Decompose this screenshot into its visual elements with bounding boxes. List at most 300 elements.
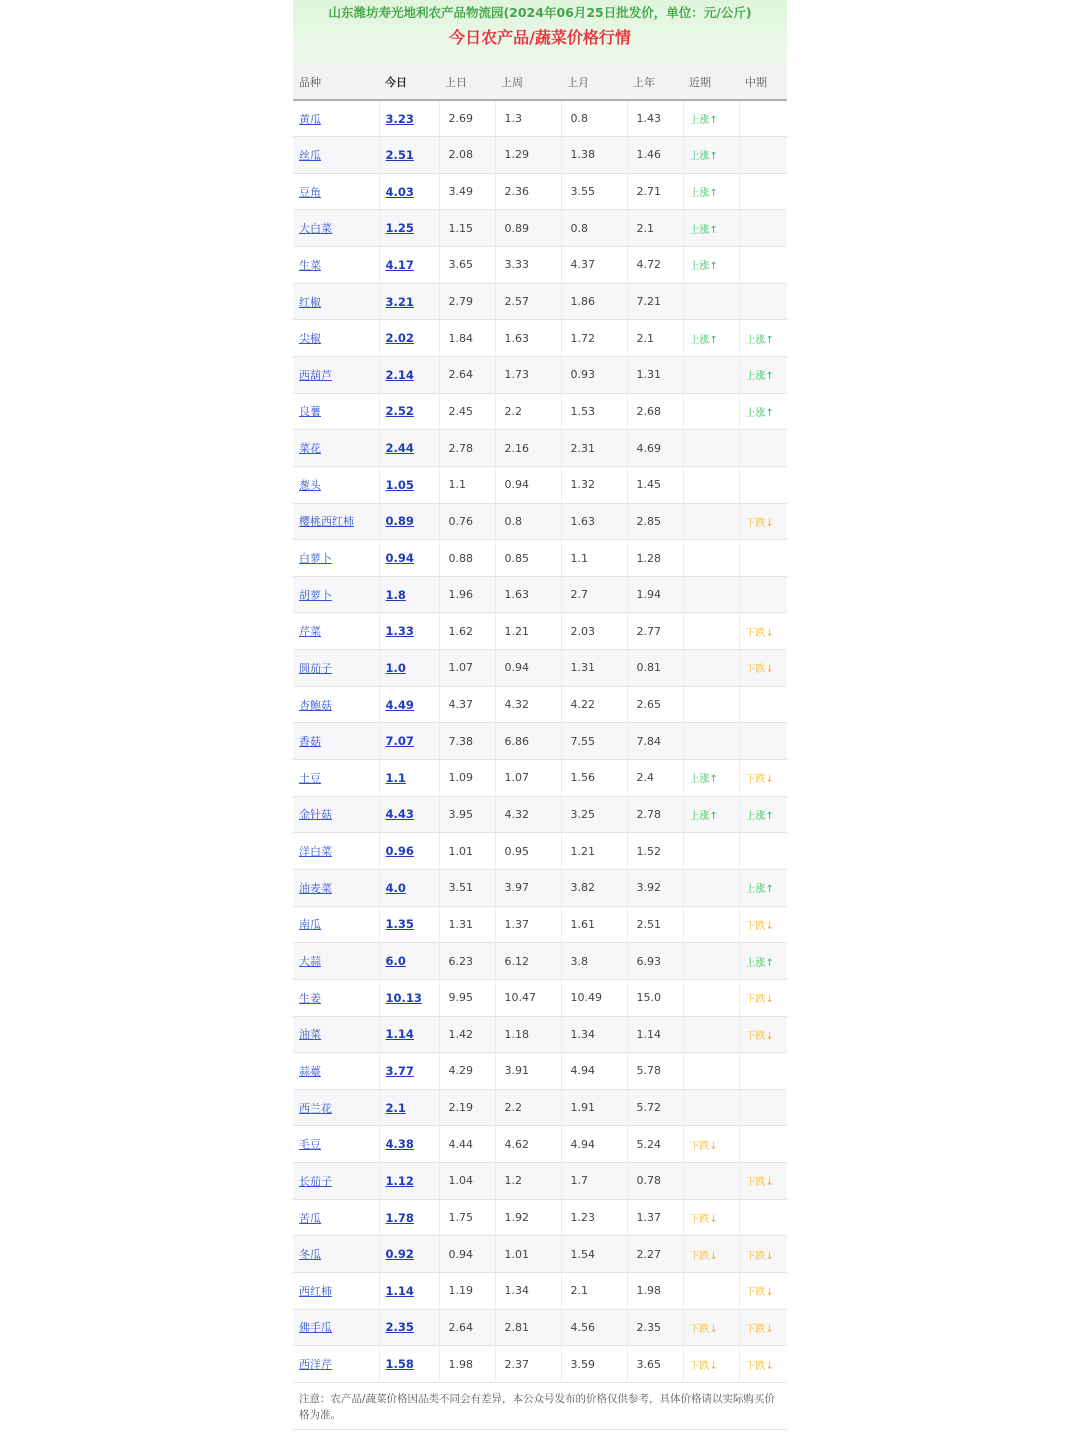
today-price-cell <box>379 686 439 723</box>
table-row <box>293 283 787 320</box>
variety-link[interactable]: 香菇 <box>299 735 321 749</box>
prev-month-cell: 1.38 <box>561 137 627 174</box>
prev-week-cell: 1.63 <box>495 576 561 613</box>
today-price-cell <box>379 540 439 577</box>
mid-trend-cell <box>739 1199 787 1236</box>
prev-day-cell: 1.09 <box>439 760 495 797</box>
prev-day-cell: 1.1 <box>439 466 495 503</box>
today-price-link[interactable]: 2.14 <box>385 367 414 382</box>
mid-trend-cell <box>739 1126 787 1163</box>
mid-trend-cell <box>739 356 787 393</box>
variety-cell <box>293 979 379 1016</box>
prev-day-cell: 1.31 <box>439 906 495 943</box>
prev-month-cell: 1.54 <box>561 1236 627 1273</box>
variety-cell <box>293 796 379 833</box>
mid-trend-cell <box>739 1016 787 1053</box>
table-row <box>293 247 787 284</box>
variety-link[interactable]: 樱桃西红柿 <box>299 515 354 529</box>
col-header-today: 今日 <box>379 64 439 100</box>
prev-week-cell: 2.57 <box>495 283 561 320</box>
today-price-link[interactable]: 1.78 <box>385 1210 414 1225</box>
mid-trend-cell <box>739 613 787 650</box>
mid-trend-cell <box>739 650 787 687</box>
prev-year-cell: 2.71 <box>627 173 683 210</box>
prev-month-cell: 1.56 <box>561 760 627 797</box>
today-price-link[interactable]: 1.14 <box>385 1283 414 1298</box>
today-price-link[interactable]: 4.0 <box>385 880 406 895</box>
table-row <box>293 173 787 210</box>
mid-trend-cell <box>739 1273 787 1310</box>
today-price-link[interactable]: 4.49 <box>385 697 414 712</box>
recent-trend-cell <box>683 356 739 393</box>
prev-month-cell: 1.34 <box>561 1016 627 1053</box>
table-row <box>293 1273 787 1310</box>
table-row <box>293 576 787 613</box>
variety-link[interactable]: 土豆 <box>299 771 321 785</box>
prev-year-cell: 5.24 <box>627 1126 683 1163</box>
variety-link[interactable]: 良薯 <box>299 405 321 419</box>
prev-week-cell: 1.3 <box>495 100 561 137</box>
today-price-link[interactable]: 0.89 <box>385 514 414 529</box>
table-row <box>293 393 787 430</box>
variety-link[interactable]: 胡萝卜 <box>299 588 332 602</box>
prev-week-cell: 4.62 <box>495 1126 561 1163</box>
table-row <box>293 356 787 393</box>
trend-indicator: 下跌↓ <box>745 664 774 676</box>
variety-cell <box>293 137 379 174</box>
variety-link[interactable]: 佛手瓜 <box>299 1321 332 1335</box>
today-price-cell <box>379 796 439 833</box>
mid-trend-cell <box>739 760 787 797</box>
prev-day-cell: 2.64 <box>439 356 495 393</box>
col-header-mid: 中期 <box>739 64 787 100</box>
variety-link[interactable]: 洋白菜 <box>299 845 332 859</box>
prev-year-cell: 2.85 <box>627 503 683 540</box>
variety-link[interactable]: 圆茄子 <box>299 661 332 675</box>
prev-month-cell: 3.82 <box>561 869 627 906</box>
prev-month-cell: 2.03 <box>561 613 627 650</box>
trend-indicator: 下跌↓ <box>745 1287 774 1299</box>
table-row <box>293 760 787 797</box>
col-header-variety: 品种 <box>293 64 379 100</box>
today-price-cell <box>379 650 439 687</box>
price-report <box>293 0 787 1430</box>
mid-trend-cell <box>739 1163 787 1200</box>
prev-year-cell: 5.78 <box>627 1053 683 1090</box>
variety-cell <box>293 943 379 980</box>
table-row <box>293 1089 787 1126</box>
report-header <box>293 0 787 64</box>
trend-indicator: 下跌↓ <box>745 1360 774 1372</box>
prev-week-cell: 4.32 <box>495 796 561 833</box>
today-price-cell <box>379 1163 439 1200</box>
prev-day-cell: 0.94 <box>439 1236 495 1273</box>
today-price-cell <box>379 1346 439 1383</box>
variety-link[interactable]: 毛豆 <box>299 1138 321 1152</box>
variety-cell <box>293 1273 379 1310</box>
prev-day-cell: 2.19 <box>439 1089 495 1126</box>
prev-month-cell: 0.8 <box>561 100 627 137</box>
col-header-prev-year: 上年 <box>627 64 683 100</box>
prev-month-cell: 0.93 <box>561 356 627 393</box>
variety-cell <box>293 723 379 760</box>
variety-cell <box>293 686 379 723</box>
today-price-link[interactable]: 1.1 <box>385 770 406 785</box>
variety-cell <box>293 869 379 906</box>
variety-link[interactable]: 黄瓜 <box>299 112 321 126</box>
prev-day-cell: 2.79 <box>439 283 495 320</box>
prev-year-cell: 4.69 <box>627 430 683 467</box>
prev-month-cell: 1.23 <box>561 1199 627 1236</box>
prev-year-cell: 2.35 <box>627 1309 683 1346</box>
recent-trend-cell <box>683 283 739 320</box>
today-price-link[interactable]: 2.44 <box>385 441 414 456</box>
variety-link[interactable]: 红椒 <box>299 295 321 309</box>
today-price-cell <box>379 1309 439 1346</box>
mid-trend-cell <box>739 833 787 870</box>
today-price-link[interactable]: 1.58 <box>385 1357 414 1372</box>
trend-indicator: 上涨↑ <box>689 334 718 346</box>
prev-month-cell: 2.7 <box>561 576 627 613</box>
prev-week-cell: 2.2 <box>495 1089 561 1126</box>
variety-link[interactable]: 大蒜 <box>299 955 321 969</box>
table-row <box>293 1163 787 1200</box>
prev-week-cell: 2.36 <box>495 173 561 210</box>
prev-month-cell: 10.49 <box>561 979 627 1016</box>
mid-trend-cell <box>739 943 787 980</box>
today-price-link[interactable]: 2.02 <box>385 331 414 346</box>
trend-indicator: 上涨↑ <box>689 810 718 822</box>
today-price-cell <box>379 1126 439 1163</box>
table-row <box>293 320 787 357</box>
prev-month-cell: 1.91 <box>561 1089 627 1126</box>
today-price-link[interactable]: 7.07 <box>385 734 414 749</box>
variety-cell <box>293 1163 379 1200</box>
prev-year-cell: 1.45 <box>627 466 683 503</box>
recent-trend-cell <box>683 393 739 430</box>
prev-week-cell: 2.2 <box>495 393 561 430</box>
today-price-link[interactable]: 1.12 <box>385 1173 414 1188</box>
mid-trend-cell <box>739 466 787 503</box>
table-row <box>293 906 787 943</box>
prev-year-cell: 2.1 <box>627 210 683 247</box>
prev-week-cell: 1.37 <box>495 906 561 943</box>
price-table <box>293 64 787 1383</box>
recent-trend-cell <box>683 430 739 467</box>
prev-day-cell: 4.37 <box>439 686 495 723</box>
variety-link[interactable]: 蒜薹 <box>299 1064 321 1078</box>
prev-year-cell: 2.51 <box>627 906 683 943</box>
prev-month-cell: 3.8 <box>561 943 627 980</box>
mid-trend-cell <box>739 1053 787 1090</box>
today-price-link[interactable]: 1.8 <box>385 587 406 602</box>
prev-month-cell: 4.37 <box>561 247 627 284</box>
today-price-cell <box>379 723 439 760</box>
recent-trend-cell <box>683 869 739 906</box>
recent-trend-cell <box>683 833 739 870</box>
prev-day-cell: 1.07 <box>439 650 495 687</box>
trend-indicator: 下跌↓ <box>745 994 774 1006</box>
table-row <box>293 833 787 870</box>
prev-week-cell: 1.73 <box>495 356 561 393</box>
variety-link[interactable]: 金针菇 <box>299 808 332 822</box>
table-row <box>293 613 787 650</box>
prev-month-cell: 2.1 <box>561 1273 627 1310</box>
trend-indicator: 上涨↑ <box>689 774 718 786</box>
table-row <box>293 869 787 906</box>
today-price-cell <box>379 1053 439 1090</box>
variety-link[interactable]: 西兰花 <box>299 1101 332 1115</box>
prev-week-cell: 0.89 <box>495 210 561 247</box>
prev-week-cell: 1.2 <box>495 1163 561 1200</box>
recent-trend-cell <box>683 100 739 137</box>
mid-trend-cell <box>739 1346 787 1383</box>
variety-cell <box>293 503 379 540</box>
variety-link[interactable]: 杏鲍菇 <box>299 698 332 712</box>
recent-trend-cell <box>683 979 739 1016</box>
variety-link[interactable]: 生姜 <box>299 991 321 1005</box>
prev-month-cell: 1.1 <box>561 540 627 577</box>
mid-trend-cell <box>739 1309 787 1346</box>
variety-link[interactable]: 南瓜 <box>299 918 321 932</box>
prev-day-cell: 4.29 <box>439 1053 495 1090</box>
today-price-link[interactable]: 3.21 <box>385 294 414 309</box>
prev-month-cell: 4.94 <box>561 1053 627 1090</box>
today-price-cell <box>379 1236 439 1273</box>
recent-trend-cell <box>683 1346 739 1383</box>
today-price-cell <box>379 1016 439 1053</box>
prev-week-cell: 1.18 <box>495 1016 561 1053</box>
variety-link[interactable]: 白萝卜 <box>299 552 332 565</box>
prev-year-cell: 3.92 <box>627 869 683 906</box>
prev-year-cell: 6.93 <box>627 943 683 980</box>
variety-link[interactable]: 油菜 <box>299 1028 321 1042</box>
prev-month-cell: 4.22 <box>561 686 627 723</box>
prev-year-cell: 5.72 <box>627 1089 683 1126</box>
today-price-link[interactable]: 2.35 <box>385 1320 414 1335</box>
today-price-link[interactable]: 3.23 <box>385 111 414 126</box>
variety-link[interactable]: 芹菜 <box>299 625 321 639</box>
variety-link[interactable]: 豆角 <box>299 185 321 199</box>
variety-link[interactable]: 葱头 <box>299 478 321 492</box>
prev-year-cell: 2.68 <box>627 393 683 430</box>
mid-trend-cell <box>739 393 787 430</box>
prev-year-cell: 1.37 <box>627 1199 683 1236</box>
recent-trend-cell <box>683 210 739 247</box>
today-price-link[interactable]: 1.05 <box>385 477 414 492</box>
variety-cell <box>293 1089 379 1126</box>
prev-year-cell: 0.78 <box>627 1163 683 1200</box>
prev-day-cell: 1.96 <box>439 576 495 613</box>
today-price-link[interactable]: 1.35 <box>385 917 414 932</box>
table-body <box>293 100 787 1382</box>
today-price-link[interactable]: 4.17 <box>385 257 414 272</box>
variety-link[interactable]: 西葫芦 <box>299 368 332 382</box>
variety-cell <box>293 1126 379 1163</box>
variety-cell <box>293 1199 379 1236</box>
variety-cell <box>293 1016 379 1053</box>
prev-day-cell: 1.98 <box>439 1346 495 1383</box>
table-row <box>293 100 787 137</box>
prev-day-cell: 1.04 <box>439 1163 495 1200</box>
today-price-link[interactable]: 2.52 <box>385 404 414 419</box>
prev-year-cell: 1.14 <box>627 1016 683 1053</box>
table-row <box>293 1126 787 1163</box>
recent-trend-cell <box>683 723 739 760</box>
variety-link[interactable]: 冬瓜 <box>299 1248 321 1262</box>
table-row <box>293 1053 787 1090</box>
today-price-link[interactable]: 0.96 <box>385 844 414 859</box>
prev-day-cell: 2.45 <box>439 393 495 430</box>
today-price-link[interactable]: 2.1 <box>385 1100 406 1115</box>
today-price-cell <box>379 210 439 247</box>
prev-week-cell: 3.33 <box>495 247 561 284</box>
variety-link[interactable]: 大白菜 <box>299 222 332 236</box>
table-row <box>293 466 787 503</box>
today-price-cell <box>379 576 439 613</box>
today-price-link[interactable]: 6.0 <box>385 954 406 969</box>
prev-week-cell: 3.97 <box>495 869 561 906</box>
prev-week-cell: 3.91 <box>495 1053 561 1090</box>
prev-month-cell: 1.31 <box>561 650 627 687</box>
table-row <box>293 1236 787 1273</box>
prev-year-cell: 15.0 <box>627 979 683 1016</box>
recent-trend-cell <box>683 503 739 540</box>
recent-trend-cell <box>683 906 739 943</box>
prev-month-cell: 1.21 <box>561 833 627 870</box>
variety-link[interactable]: 尖椒 <box>299 332 321 346</box>
col-header-recent: 近期 <box>683 64 739 100</box>
recent-trend-cell <box>683 1273 739 1310</box>
today-price-cell <box>379 320 439 357</box>
today-price-link[interactable]: 2.51 <box>385 147 414 162</box>
variety-cell <box>293 1309 379 1346</box>
variety-cell <box>293 430 379 467</box>
prev-month-cell: 1.72 <box>561 320 627 357</box>
prev-week-cell: 0.85 <box>495 540 561 577</box>
today-price-link[interactable]: 0.94 <box>385 551 414 565</box>
variety-link[interactable]: 西红柿 <box>299 1284 332 1298</box>
today-price-cell <box>379 503 439 540</box>
prev-year-cell: 1.94 <box>627 576 683 613</box>
prev-month-cell: 1.63 <box>561 503 627 540</box>
recent-trend-cell <box>683 943 739 980</box>
disclaimer-note: 注意：农产品/蔬菜价格因品类不同会有差异，本公众号发布的价格仅供参考，具体价格请以实际购买价格为准。 <box>293 1383 787 1430</box>
mid-trend-cell <box>739 320 787 357</box>
mid-trend-cell <box>739 869 787 906</box>
prev-year-cell: 7.21 <box>627 283 683 320</box>
prev-week-cell: 0.8 <box>495 503 561 540</box>
variety-cell <box>293 576 379 613</box>
variety-cell <box>293 210 379 247</box>
prev-week-cell: 1.07 <box>495 760 561 797</box>
variety-link[interactable]: 菜花 <box>299 442 321 456</box>
prev-year-cell: 3.65 <box>627 1346 683 1383</box>
variety-link[interactable]: 长茄子 <box>299 1174 332 1188</box>
table-row <box>293 1346 787 1383</box>
table-row <box>293 796 787 833</box>
table-row <box>293 650 787 687</box>
prev-day-cell: 2.64 <box>439 1309 495 1346</box>
mid-trend-cell <box>739 283 787 320</box>
prev-year-cell: 1.28 <box>627 540 683 577</box>
today-price-cell <box>379 943 439 980</box>
prev-month-cell: 2.31 <box>561 430 627 467</box>
today-price-cell <box>379 173 439 210</box>
variety-cell <box>293 173 379 210</box>
today-price-link[interactable]: 3.77 <box>385 1063 414 1078</box>
table-row <box>293 1199 787 1236</box>
variety-link[interactable]: 西洋芹 <box>299 1358 332 1372</box>
trend-indicator: 下跌↓ <box>745 517 774 529</box>
variety-link[interactable]: 生菜 <box>299 258 321 272</box>
prev-year-cell: 1.46 <box>627 137 683 174</box>
variety-link[interactable]: 油麦菜 <box>299 881 332 895</box>
mid-trend-cell <box>739 1089 787 1126</box>
prev-month-cell: 3.59 <box>561 1346 627 1383</box>
prev-month-cell: 1.86 <box>561 283 627 320</box>
prev-year-cell: 2.78 <box>627 796 683 833</box>
today-price-cell <box>379 979 439 1016</box>
today-price-link[interactable]: 1.33 <box>385 624 414 639</box>
prev-day-cell: 7.38 <box>439 723 495 760</box>
recent-trend-cell <box>683 137 739 174</box>
trend-indicator: 上涨↑ <box>745 810 774 822</box>
prev-day-cell: 1.62 <box>439 613 495 650</box>
variety-cell <box>293 247 379 284</box>
prev-year-cell: 1.43 <box>627 100 683 137</box>
recent-trend-cell <box>683 173 739 210</box>
variety-link[interactable]: 丝瓜 <box>299 148 321 162</box>
prev-day-cell: 3.95 <box>439 796 495 833</box>
today-price-link[interactable]: 0.92 <box>385 1247 414 1262</box>
today-price-link[interactable]: 4.43 <box>385 807 414 822</box>
today-price-link[interactable]: 1.25 <box>385 221 414 236</box>
today-price-cell <box>379 393 439 430</box>
mid-trend-cell <box>739 1236 787 1273</box>
variety-cell <box>293 466 379 503</box>
table-row <box>293 943 787 980</box>
prev-week-cell: 10.47 <box>495 979 561 1016</box>
prev-year-cell: 4.72 <box>627 247 683 284</box>
today-price-link[interactable]: 4.38 <box>385 1137 414 1152</box>
prev-week-cell: 0.95 <box>495 833 561 870</box>
variety-link[interactable]: 苦瓜 <box>299 1211 321 1225</box>
today-price-cell <box>379 430 439 467</box>
recent-trend-cell <box>683 1236 739 1273</box>
today-price-link[interactable]: 4.03 <box>385 184 414 199</box>
table-row <box>293 503 787 540</box>
today-price-cell <box>379 137 439 174</box>
today-price-link[interactable]: 1.0 <box>385 660 406 675</box>
today-price-cell <box>379 833 439 870</box>
prev-year-cell: 2.77 <box>627 613 683 650</box>
today-price-link[interactable]: 1.14 <box>385 1027 414 1042</box>
trend-indicator: 下跌↓ <box>689 1214 718 1226</box>
today-price-link[interactable]: 10.13 <box>385 990 422 1005</box>
recent-trend-cell <box>683 320 739 357</box>
prev-day-cell: 1.01 <box>439 833 495 870</box>
prev-year-cell: 7.84 <box>627 723 683 760</box>
variety-cell <box>293 650 379 687</box>
prev-month-cell: 3.55 <box>561 173 627 210</box>
recent-trend-cell <box>683 1089 739 1126</box>
today-price-cell <box>379 466 439 503</box>
col-header-prev-week: 上周 <box>495 64 561 100</box>
prev-day-cell: 0.88 <box>439 540 495 577</box>
prev-week-cell: 1.92 <box>495 1199 561 1236</box>
today-price-cell <box>379 613 439 650</box>
